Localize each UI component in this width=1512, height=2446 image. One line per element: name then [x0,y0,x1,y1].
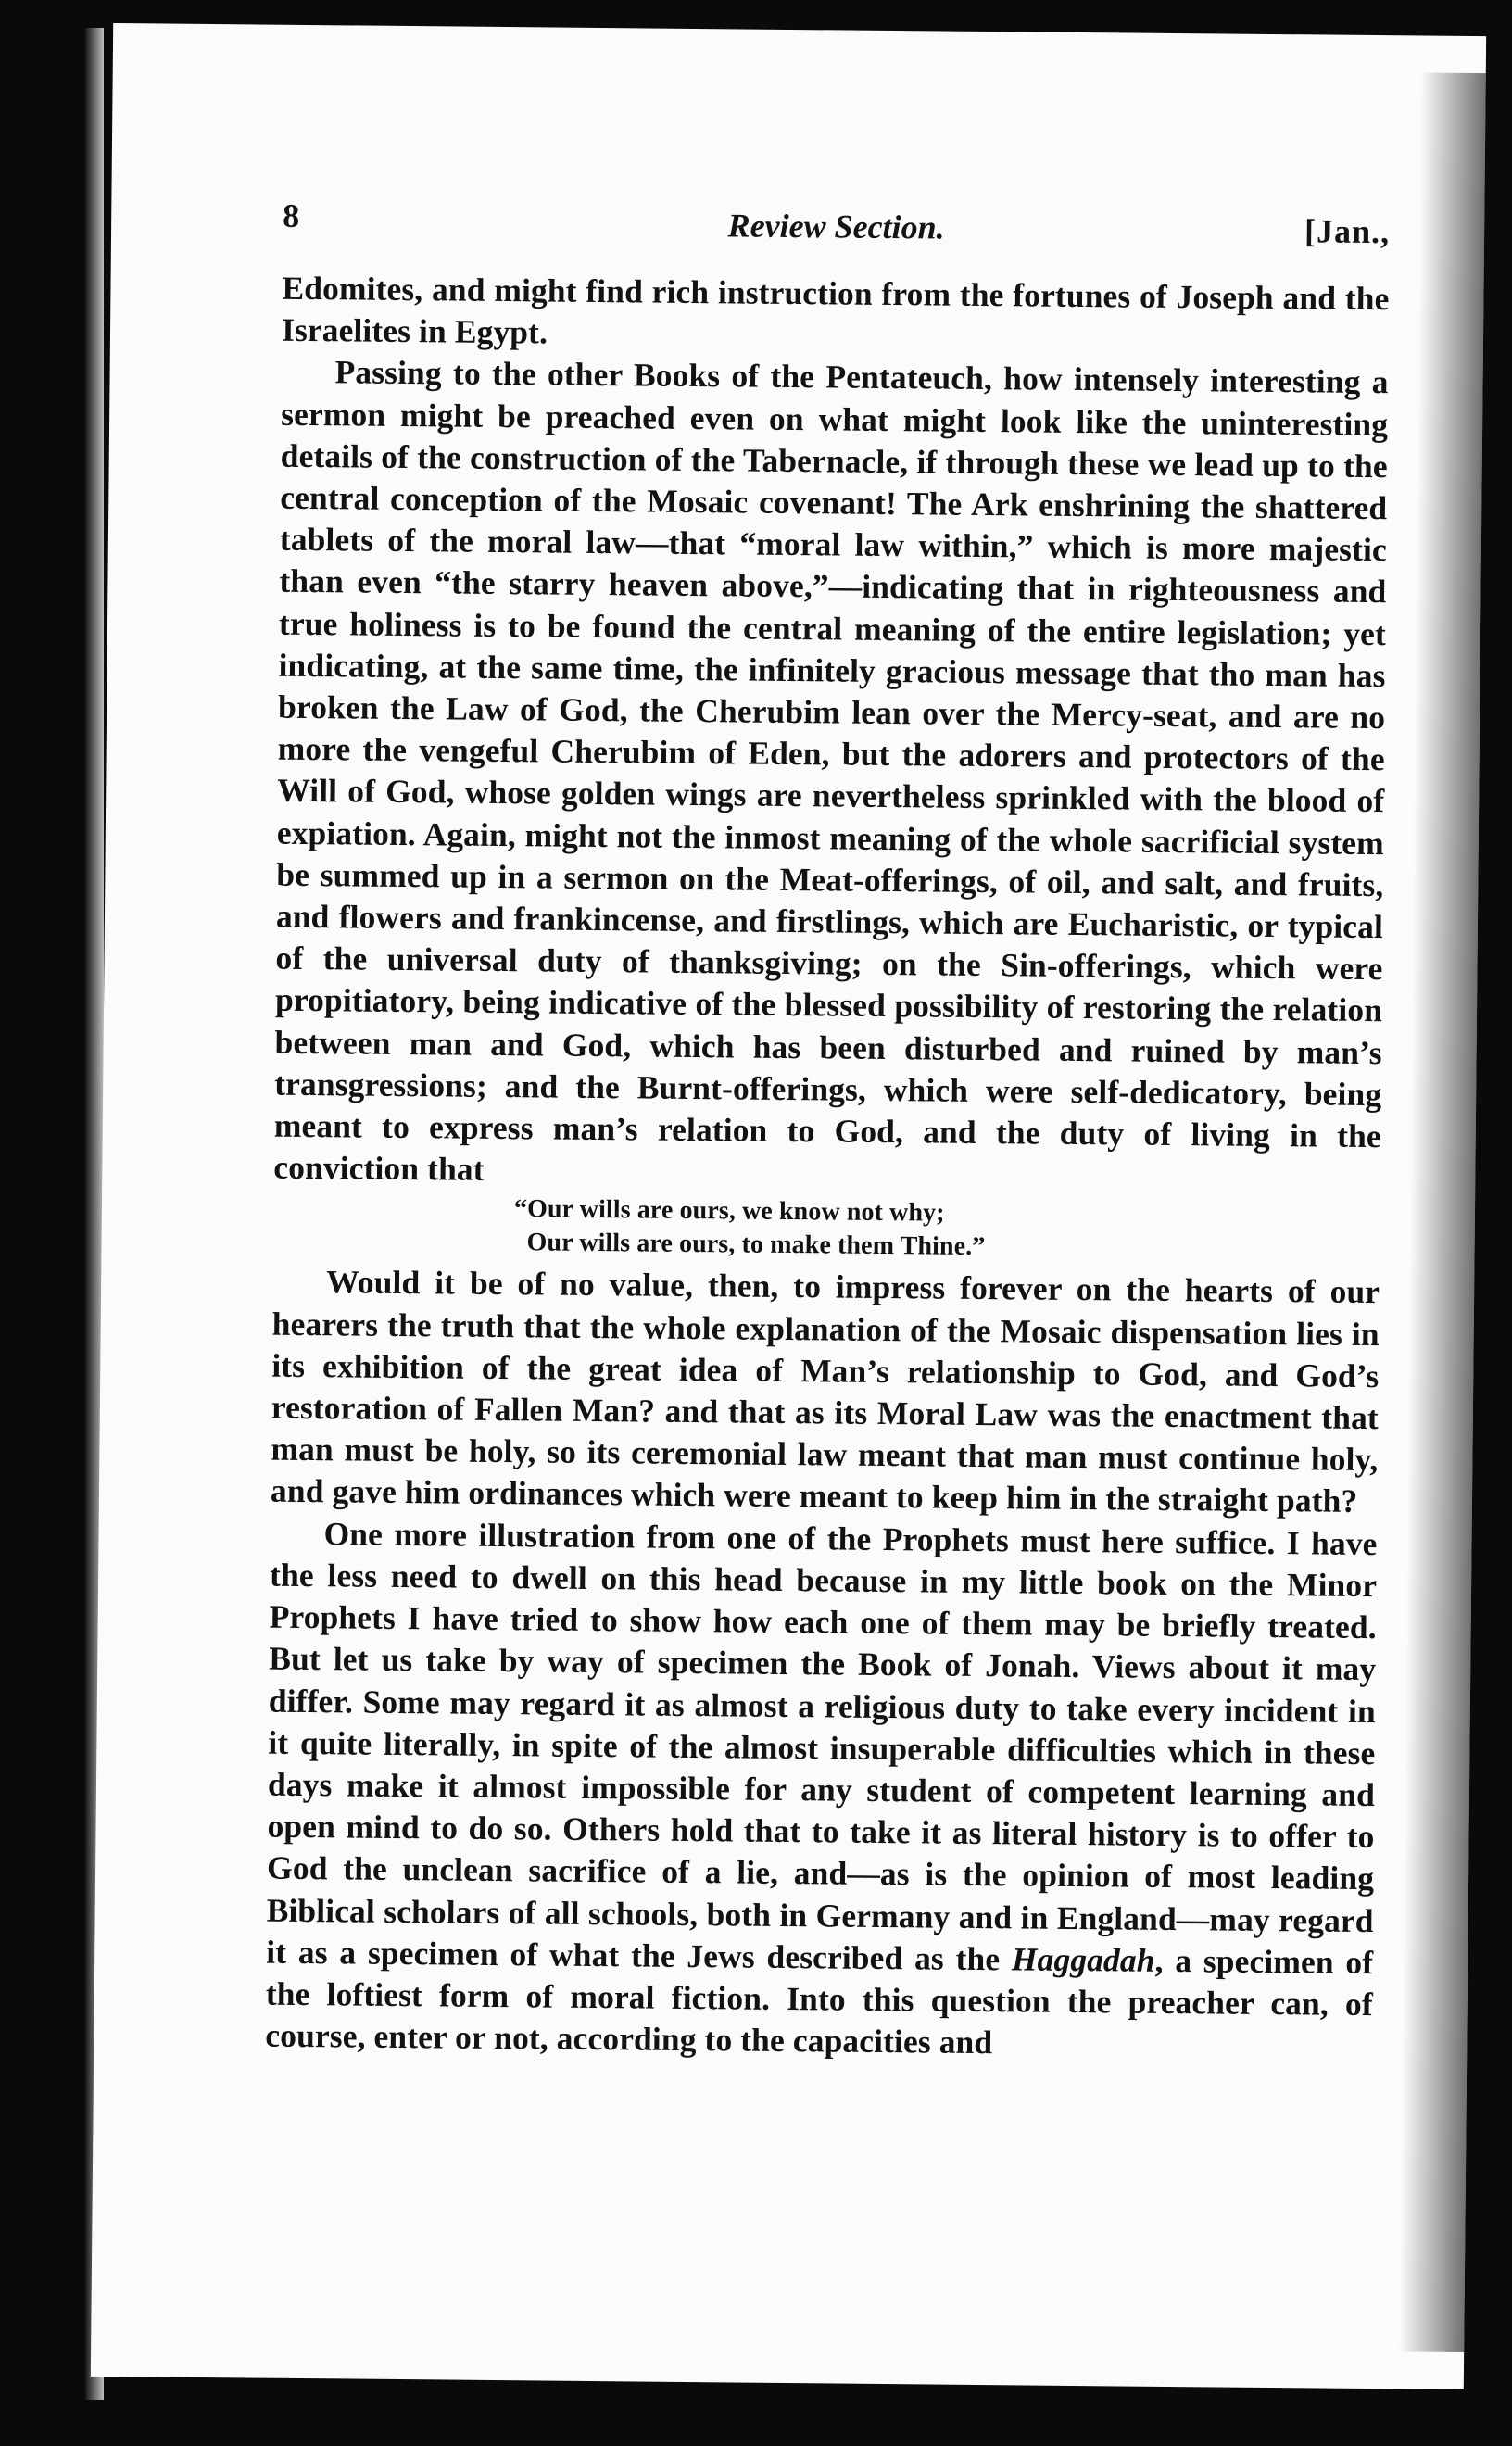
book-page [91,23,1486,2389]
running-date: [Jan., [1304,212,1391,251]
running-head: Review Section. [727,207,945,246]
paragraph-jonah [265,1512,1378,2067]
paragraph-mosaic: Would it be of no value, then, to impress forever on the hearts of our hearers the truth that the whole explanation of the Mosaic dispensation lies in its exhibition of the great idea of Man’s relationship to God, and God’s restoration of Fallen Man? and that as its Moral Law was the enactment that man must be holy, so its ceremonial law meant that man must continue holy, and gave him ordinances which were meant to keep him in the straight path? [270,1263,1380,1520]
paragraph-jonah-tail: , a specimen of the loftiest form of moral fiction. Into this question the preacher can, of course, enter or not, according to the capacities and [265,1941,1374,2061]
page-header [283,196,1391,271]
paragraph-jonah-text: One more illustration from one of the Prophets must here suffice. I have the less need to dwell on this head because in my little book on the Minor Prophets I have tried to show how each one of them may be briefly treated. But let us take by way of specimen the Book of Jonah. Views about it may differ. Some may regard it as almost a religious duty to take every incident in it quite literally, in spite of the almost insuperable difficulties which in these days make it almost impossible for any student of competent learning and open mind to do so. Others hold that to take it as literal history is to offer to God the unclean sacrifice of a lie, and—as is the opinion of most leading Biblical scholars of all schools, both in Germany and in England—may regard it as a specimen of what the Jews described as the [266,1514,1378,1978]
page-number: 8 [283,196,300,234]
verse-line: “Our wills are ours, we know not why; [513,1194,945,1229]
paragraph-pentateuch: Passing to the other Books of the Pentateuch, how intensely interesting a sermon might be preached even on what might look like the uninteresting details of the construction of the Tabernacle, if through these we lead up to the central conception of the Mosaic covenant! The Ark enshrining the shattered tablets of the moral law—that “moral law within,” which is more majestic than even “the starry heaven above,”—indicating that in righteousness and true holiness is to be found the central meaning of the entire legislation; yet indicating, at the same time, the infinitely gracious message that tho man has broken the Law of God, the Cherubim lean over the Mercy-seat, and are no more the vengeful Cherubim of Eden, but the adorers and protectors of the Will of God, whose golden wings are nevertheless sprinkled with the blood of expiation. Again, might not the inmost meaning of the whole sacrificial system be summed up in a sermon on the Meat-offerings, of oil, and salt, and fruits, and flowers and frankincense, and firstlings, which are Eucharistic, or typical of the universal duty of thanksgiving; on the Sin-offerings, which were propitiatory, being indicative of the blessed possibility of restoring the relation between man and God, which has been disturbed and ruined by man’s transgressions; and the Burnt-offerings, which were self-dedicatory, being meant to express man’s relation to God, and the duty of living in the conviction that [273,353,1389,1189]
paragraph-continuation: Edomites, and might find rich instruction from the fortunes of Joseph and the Israelites in Egypt. [281,269,1390,351]
verse-quote [272,1191,1380,1267]
verse-line: Our wills are ours, to make them Thine.” [526,1228,986,1262]
haggadah-term: Haggadah [1011,1940,1155,1979]
body-text [265,268,1389,2068]
